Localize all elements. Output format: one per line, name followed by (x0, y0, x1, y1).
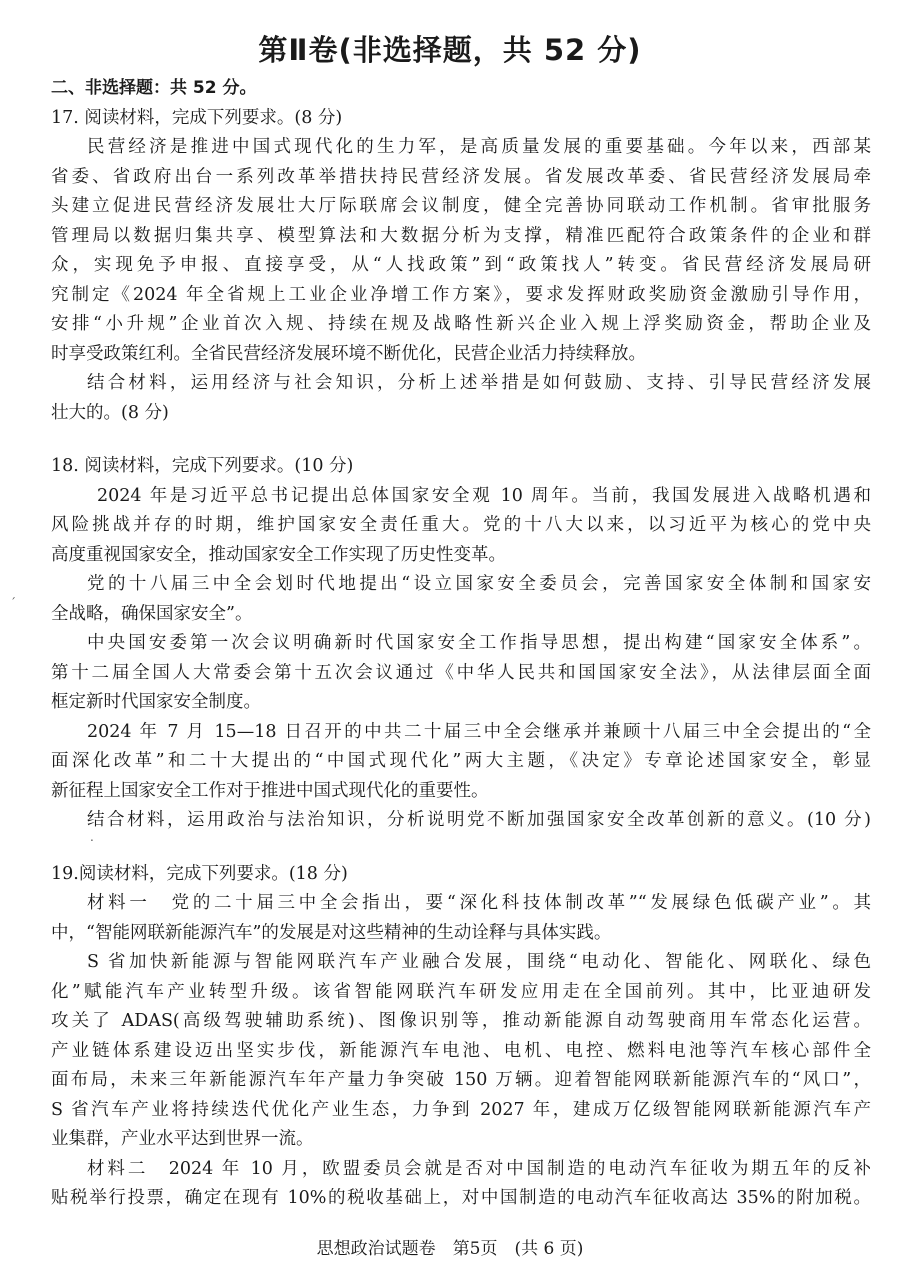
question-18 (51, 452, 871, 836)
q18-line: 2024 年 7 月 15—18 日召开的中共二十届三中全会继承并兼顾十八届三中全会提出的“全 (87, 721, 871, 742)
q19-line: 贴税举行投票，确定在现有 10%的税收基础上，对中国制造的电动汽车征收高达 35%的附加税。 (51, 1188, 871, 1208)
q18-line: 2024 年是习近平总书记提出总体国家安全观 10 周年。当前，我国发展进入战略机遇和 (97, 485, 871, 506)
q18-line: 全战略，确保国家安全”。 (51, 603, 253, 624)
q17-task-line: 壮大的。(8 分) (51, 402, 169, 423)
q19-line: 中，“智能网联新能源汽车”的发展是对这些精神的生动诠释与具体实践。 (51, 922, 612, 943)
question-17-prompt: 17. 阅读材料，完成下列要求。(8 分) (51, 107, 343, 128)
question-17 (51, 104, 871, 429)
q17-line: 头建立促进民营经济发展壮大厅际联席会议制度，健全完善协同联动工作机制。省审批服务 (51, 196, 871, 216)
scan-mark: ˊ (10, 596, 16, 610)
q17-task-line: 结合材料，运用经济与社会知识，分析上述举措是如何鼓励、支持、引导民营经济发展 (87, 373, 871, 393)
q17-line: 时享受政策红利。全省民营经济发展环境不断优化，民营企业活力持续释放。 (51, 343, 646, 364)
q18-line: 面深化改革”和二十大提出的“中国式现代化”两大主题，《决定》专章论述国家安全，彰显 (51, 751, 871, 771)
q18-line: 第十二届全国人大常委会第十五次会议通过《中华人民共和国国家安全法》，从法律层面全面 (51, 662, 871, 683)
q19-line: 面布局，未来三年新能源汽车年产量力争突破 150 万辆。迎着智能网联新能源汽车的“风口”， (51, 1070, 871, 1090)
spacer (51, 836, 871, 860)
q18-line: 风险挑战并存的时期，维护国家安全责任重大。党的十八大以来，以习近平为核心的党中央 (51, 515, 871, 535)
q19-line: 材料一 党的二十届三中全会指出，要“深化科技体制改革”“发展绿色低碳产业”。其 (87, 893, 871, 913)
q17-line: 省委、省政府出台一系列改革举措扶持民营经济发展。省发展改革委、省民营经济发展局牵 (51, 166, 871, 187)
q18-line: 新征程上国家安全工作对于推进中国式现代化的重要性。 (51, 780, 489, 801)
q18-line: 中央国安委第一次会议明确新时代国家安全工作指导思想，提出构建“国家安全体系”。 (87, 633, 871, 653)
question-19 (51, 860, 871, 1214)
section-heading: 二、非选择题：共 52 分。 (51, 78, 257, 98)
q17-line: 众，实现免予申报、直接享受，从“人找政策”到“政策找人”转变。省民营经济发展局研 (51, 255, 871, 275)
scan-mark: . (90, 830, 94, 844)
question-19-prompt: 19.阅读材料，完成下列要求。(18 分) (51, 863, 348, 884)
spacer (51, 428, 871, 452)
page-title: 第Ⅱ卷(非选择题，共 52 分) (258, 33, 642, 67)
q19-line: 业集群，产业水平达到世界一流。 (51, 1129, 314, 1149)
q17-line: 管理局以数据归集共享、模型算法和大数据分析为支撑，精准匹配符合政策条件的企业和群 (51, 225, 871, 246)
q18-line: 高度重视国家安全，推动国家安全工作实现了历史性变革。 (51, 544, 506, 565)
q19-line: 材料二 2024 年 10 月，欧盟委员会就是否对中国制造的电动汽车征收为期五年的反补 (87, 1158, 871, 1179)
q18-task-line: 结合材料，运用政治与法治知识，分析说明党不断加强国家安全改革创新的意义。(10 分) (87, 810, 871, 830)
q17-line: 究制定《2024 年全省规上工业企业净增工作方案》，要求发挥财政奖励资金激励引导作用， (51, 284, 871, 305)
q18-line: 党的十八届三中全会划时代地提出“设立国家安全委员会，完善国家安全体制和国家安 (87, 574, 871, 594)
q19-line: 产业链体系建设迈出坚实步伐，新能源汽车电池、电机、电控、燃料电池等汽车核心部件全 (51, 1040, 871, 1061)
q19-line: 攻关了 ADAS(高级驾驶辅助系统)、图像识别等，推动新能源自动驾驶商用车常态化运营。 (51, 1011, 871, 1031)
q19-line: S 省加快新能源与智能网联汽车产业融合发展，围绕“电动化、智能化、网联化、绿色 (87, 952, 871, 972)
question-18-prompt: 18. 阅读材料，完成下列要求。(10 分) (51, 456, 354, 476)
q17-line: 安排“小升规”企业首次入规、持续在规及战略性新兴企业入规上浮奖励资金，帮助企业及 (51, 314, 871, 334)
page-footer: 思想政治试题卷 第5页 (共 6 页) (316, 1239, 584, 1259)
content-body (51, 74, 871, 1214)
q18-line: 框定新时代国家安全制度。 (51, 692, 261, 712)
q19-line: S 省汽车产业将持续迭代优化产业生态，力争到 2027 年，建成万亿级智能网联新能源汽车产 (51, 1099, 871, 1120)
q19-line: 化”赋能汽车产业转型升级。该省智能网联汽车研发应用走在全国前列。其中，比亚迪研发 (51, 981, 871, 1002)
q17-line: 民营经济是推进中国式现代化的生力军，是高质量发展的重要基础。今年以来，西部某 (87, 137, 871, 157)
